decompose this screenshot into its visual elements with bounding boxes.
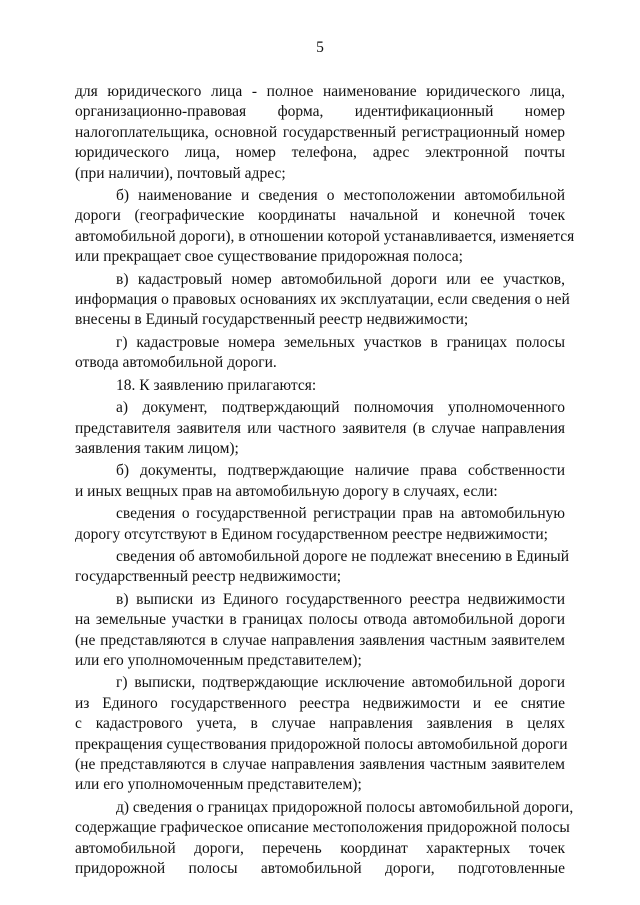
paragraph <box>75 398 565 459</box>
text-line: в) кадастровый номер автомобильной дороги или ее участков, <box>116 270 565 288</box>
text-line: или прекращает свое существование придорожная полоса; <box>75 248 463 266</box>
text-line: отвода автомобильной дороги. <box>75 354 277 372</box>
text-line: дорогу отсутствуют в Едином государственном реестре недвижимости; <box>75 525 548 543</box>
paragraph <box>75 461 565 502</box>
text-line: налогоплательщика, основной государственный регистрационный номер <box>75 123 565 141</box>
paragraph <box>75 333 565 374</box>
text-line: а) документ, подтверждающий полномочия уполномоченного <box>116 399 565 417</box>
document-body <box>75 82 575 881</box>
text-line: юридического лица, номер телефона, адрес электронной почты <box>75 144 565 162</box>
text-line: (при наличии), почтовый адрес; <box>75 164 286 182</box>
text-line: автомобильной дороги, перечень координат характерных точек <box>75 839 565 857</box>
paragraph <box>75 673 568 795</box>
text-line: (не представляются в случае направления заявления частным заявителем <box>75 631 565 649</box>
text-line: дороги (географические координаты начальной и конечной точек <box>75 207 565 225</box>
text-line: сведения об автомобильной дороге не подлежат внесению в Единый <box>116 547 569 565</box>
text-line: с кадастрового учета, в случае направления заявления в целях <box>75 715 565 733</box>
text-line: и иных вещных прав на автомобильную дорогу в случаях, если: <box>75 482 498 500</box>
text-line: 18. К заявлению прилагаются: <box>116 376 317 394</box>
text-line: д) сведения о границах придорожной полосы автомобильной дороги, <box>116 798 574 816</box>
text-line: из Единого государственного реестра недвижимости и ее снятие <box>75 694 565 712</box>
text-line: б) наименование и сведения о местоположении автомобильной <box>116 187 565 205</box>
text-line: для юридического лица - полное наименование юридического лица, <box>75 83 565 100</box>
text-line: автомобильной дороги), в отношении которой устанавливается, изменяется <box>75 227 575 245</box>
text-line: государственный реестр недвижимости; <box>75 568 342 586</box>
paragraph <box>75 504 565 545</box>
text-line: сведения о государственной регистрации прав на автомобильную <box>116 505 565 523</box>
text-line: на земельные участки в границах полосы отвода автомобильной дороги <box>75 611 565 629</box>
paragraph <box>75 547 569 588</box>
text-line: внесены в Единый государственный реестр недвижимости; <box>75 311 469 329</box>
text-line: г) кадастровые номера земельных участков в границах полосы <box>116 333 565 351</box>
paragraph <box>75 82 565 184</box>
text-line: в) выписки из Единого государственного реестра недвижимости <box>116 590 565 608</box>
text-line: прекращения существования придорожной полосы автомобильной дороги <box>75 735 568 753</box>
paragraph <box>75 798 574 880</box>
paragraph <box>75 270 570 331</box>
text-line: б) документы, подтверждающие наличие права собственности <box>116 462 565 480</box>
text-line: представителя заявителя или частного заявителя (в случае направления <box>75 419 565 437</box>
text-line: содержащие графическое описание местоположения придорожной полосы <box>75 819 570 837</box>
text-line: придорожной полосы автомобильной дороги, подготовленные <box>75 860 565 878</box>
paragraph <box>75 186 575 268</box>
page-number: 5 <box>316 39 324 56</box>
paragraph <box>75 590 565 672</box>
text-line: заявления таким лицом); <box>75 439 239 457</box>
text-line: г) выписки, подтверждающие исключение автомобильной дороги <box>116 674 565 692</box>
text-line: или его уполномоченным представителем); <box>75 776 362 794</box>
text-line: (не представляются в случае направления заявления частным заявителем <box>75 756 565 773</box>
text-line: организационно-правовая форма, идентификационный номер <box>75 103 565 121</box>
paragraph <box>75 376 565 396</box>
text-line: или его уполномоченным представителем); <box>75 651 362 669</box>
text-line: информация о правовых основаниях их эксплуатации, если сведения о ней <box>75 291 570 309</box>
